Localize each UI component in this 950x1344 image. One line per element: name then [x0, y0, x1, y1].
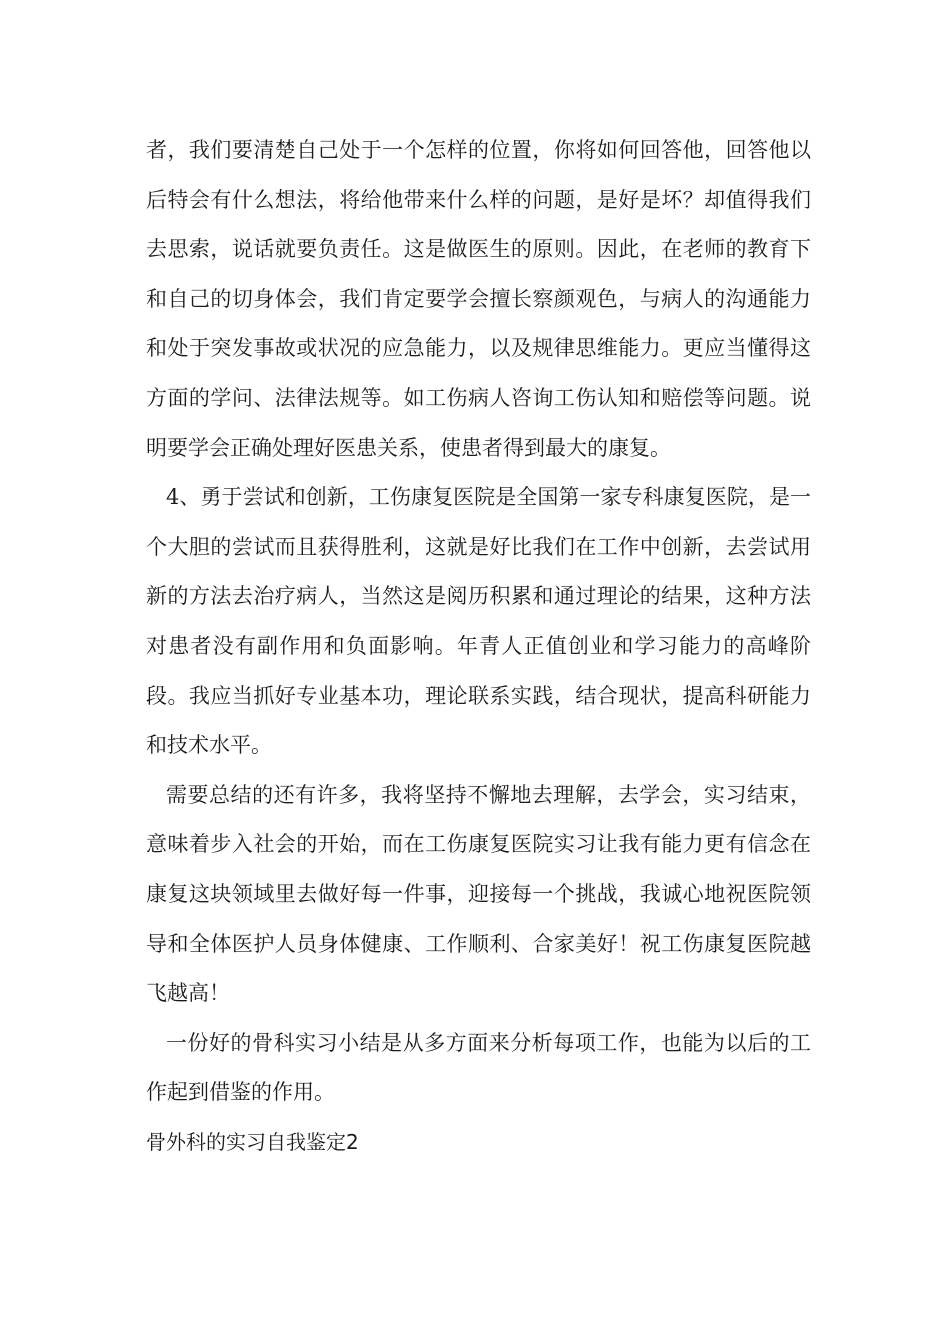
body-paragraph: 一份好的骨科实习小结是从多方面来分析每项工作，也能为以后的工作起到借鉴的作用。	[146, 1030, 811, 1105]
document-body	[146, 126, 811, 1167]
body-paragraph: 4、勇于尝试和创新，工伤康复医院是全国第一家专科康复医院，是一个大胆的尝试而且获得胜利，这就是好比我们在工作中创新，去尝试用新的方法去治疗病人，当然这是阅历积累和通过理论的结果，这种方法对患者没有副作用和负面影响。年青人正值创业和学习能力的高峰阶段。我应当抓好专业基本功，理论联系实践，结合现状，提高科研能力和技术水平。	[146, 485, 811, 758]
section-heading: 骨外科的实习自我鉴定2	[146, 1129, 359, 1154]
body-paragraph: 者，我们要清楚自己处于一个怎样的位置，你将如何回答他，回答他以后特会有什么想法，将给他带来什么样的问题，是好是坏？却值得我们去思索，说话就要负责任。这是做医生的原则。因此，在老师的教育下和自己的切身体会，我们肯定要学会擅长察颜观色，与病人的沟通能力和处于突发事故或状况的应急能力，以及规律思维能力。更应当懂得这方面的学问、法律法规等。如工伤病人咨询工伤认知和赔偿等问题。说明要学会正确处理好医患关系，使患者得到最大的康复。	[146, 138, 811, 460]
body-paragraph: 需要总结的还有许多，我将坚持不懈地去理解，去学会，实习结束，意味着步入社会的开始，而在工伤康复医院实习让我有能力更有信念在康复这块领域里去做好每一件事，迎接每一个挑战，我诚心地祝医院领导和全体医护人员身体健康、工作顺利、合家美好！祝工伤康复医院越飞越高！	[146, 782, 811, 1006]
